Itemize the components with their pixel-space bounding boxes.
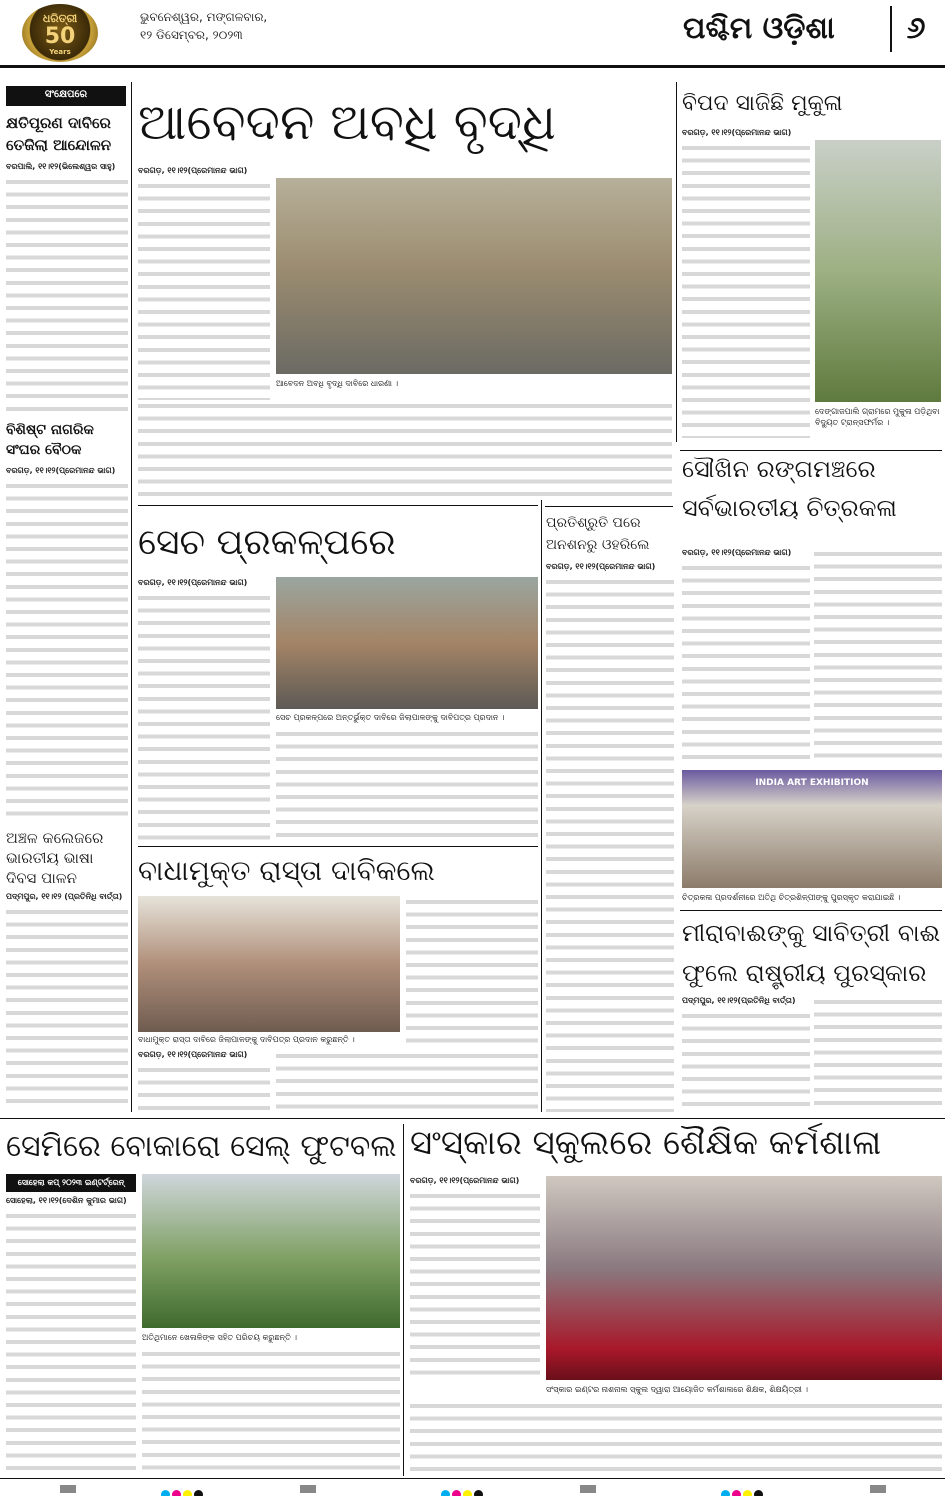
main-headline: ଆବେଦନ ଅବଧି ବୃଦ୍ଧି [138,93,556,151]
brief-headline: ଅଞ୍ଚଳ କଲେଜରେ ଭାରତୀୟ ଭାଷା ଦିବସ ପାଳନ [6,829,104,887]
football-headline: ସେମିରେ ବୋକାରୋ ସେଲ୍ ଫୁଟବଲ [6,1129,397,1164]
art-body [682,562,810,766]
brief-byline: ବରପାଲି, ୧୧।୧୨(ଭିଲେଶ୍ୱର ସାହୁ) [6,162,116,171]
dateline: ଭୁବନେଶ୍ୱର, ମଙ୍ଗଳବାର, ୧୨ ଡିସେମ୍ବର, ୨୦୨୩ [140,10,268,42]
workshop-byline: ବରଗଡ଼, ୧୧।୧୨(ପ୍ରେମାନନ୍ଦ ଭାଗ) [410,1176,520,1185]
brief-body [6,906,128,1111]
color-dots [440,1484,484,1496]
divider [138,505,538,506]
football-body [6,1210,136,1476]
workshop-headline: ସଂସ୍କାର ସ୍କୁଲରେ ଶୈକ୍ଷିକ କର୍ମଶାଳା [410,1123,882,1163]
road-body-col2 [276,1050,538,1112]
farmers-protest-photo [276,178,672,374]
art-caption: ଚିତ୍ରକଳା ପ୍ରଦର୍ଶନୀରେ ଅତିଥି ଚିତ୍ରଶିଳ୍ପୀଙ୍କୁ ପୁରସ୍କୃତ କରାଯାଇଛି । [682,893,901,902]
yellow-dot [183,1490,192,1496]
road-meeting-photo [138,896,400,1032]
art-headline: ସୌଖିନ ରଙ୍ଗମଞ୍ଚରେ [682,455,876,483]
brief-body [6,480,128,820]
main-photo-caption: ଆବେଦନ ଅବଧି ବୃଦ୍ଧି ଦାବିରେ ଧାରଣା । [276,379,399,388]
color-dots [720,1484,764,1496]
magenta-dot [172,1490,181,1496]
column-rule [676,82,677,442]
transformer-byline: ବରଗଡ଼, ୧୧।୧୨(ପ୍ରେମାନନ୍ଦ ଭାଗ) [682,128,792,137]
registration-mark [580,1485,596,1493]
irrigation-body [138,592,270,842]
brief-headline: କ୍ଷତିପୂରଣ ଦାବିରେ ତେଜିଲା ଆନ୍ଦୋଳନ [6,114,112,154]
black-dot [194,1490,203,1496]
brief-headline: ବିଶିଷ୍ଟ ନାଗରିକ ସଂଘର ବୈଠକ [6,422,94,458]
brief-body [6,176,128,414]
registration-mark [60,1485,76,1493]
art-exhibition-photo [682,770,942,888]
road-body [138,1064,270,1112]
road-body-col3 [406,896,538,1046]
award-body-col2 [814,996,942,1112]
football-tag: ସୋହେଲା କପ୍ ୨୦୨୩ ଇଣ୍ଟର୍ଟ୍ରେନ୍ [6,1174,136,1192]
football-photo [142,1174,400,1328]
workshop-group-photo [546,1176,942,1380]
football-caption: ଅତିଥିମାନେ ଖେଳାଳିଙ୍କ ସହିତ ପରିଚୟ କରୁଛନ୍ତି । [142,1333,297,1342]
transformer-body [682,142,810,438]
irrigation-byline: ବରଗଡ଼, ୧୧।୧୨(ପ୍ରେମାନନ୍ଦ ଭାଗ) [138,578,248,587]
art-headline-line2: ସର୍ବଭାରତୀୟ ଚିତ୍ରକଳା [682,494,897,522]
main-body [138,180,270,400]
registration-mark [300,1485,316,1493]
divider [680,450,942,451]
masthead [0,0,945,68]
transformer-headline: ବିପଦ ସାଜିଛି ମୁକୁଳା [682,91,843,116]
divider [680,910,942,911]
brief-tag: ସଂକ୍ଷେପରେ [6,86,126,106]
award-byline: ପଦ୍ମପୁର, ୧୧।୧୨(ପ୍ରତିନିଧି ବାର୍ତ୍ତା) [682,996,796,1005]
brief-byline: ପଦ୍ମପୁର, ୧୧।୧୨ (ପ୍ରତିନିଧି ବାର୍ତ୍ତା) [6,892,123,901]
workshop-body [410,1190,540,1378]
section-title: ପଶ୍ଚିମ ଓଡ଼ିଶା [683,11,835,46]
hunger-headline: ପ୍ରତିଶ୍ରୁତି ପରେ ଅନଶନରୁ ଓହରିଲେ [546,515,650,553]
page-number: ୬ [890,6,940,52]
main-byline: ବରଗଡ଼, ୧୧।୧୨(ପ୍ରେମାନନ୍ଦ ଭାଗ) [138,166,248,175]
divider [138,846,538,847]
art-byline: ବରଗଡ଼, ୧୧।୧୨(ପ୍ରେମାନନ୍ଦ ଭାଗ) [682,548,792,557]
award-body [682,1010,810,1112]
column-rule [541,500,542,1112]
transformer-photo [815,140,941,402]
art-body-col2 [814,548,942,766]
footer-rule [0,1478,945,1479]
road-caption: ବାଧାମୁକ୍ତ ରାସ୍ତା ଦାବିରେ ଜିଲାପାଳଙ୍କୁ ଦାବିପତ୍ର ପ୍ରଦାନ କରୁଛନ୍ତି । [138,1035,355,1044]
irrigation-protest-photo [276,577,538,709]
workshop-body-continued [410,1400,942,1476]
divider [545,506,673,507]
hunger-body [546,576,674,1112]
print-registration-strip [0,1482,945,1496]
exhibition-banner-text: INDIA ART EXHIBITION [755,778,869,788]
irrigation-body-col2 [276,728,538,842]
column-rule [131,82,132,1112]
football-byline: ସୋହେଲା, ୧୧।୧୨(ଦେଶିନ କୁମାର ଭାଗ) [6,1196,127,1205]
award-headline-line2: ଫୁଲେ ରାଷ୍ଟ୍ରୀୟ ପୁରସ୍କାର [682,959,927,987]
hunger-byline: ବରଗଡ଼, ୧୧।୧୨(ପ୍ରେମାନନ୍ଦ ଭାଗ) [546,562,656,571]
column-rule [403,1124,404,1476]
workshop-caption: ସଂସ୍କାର ଇଣ୍ଟର ନାଶନାଲ ସ୍କୁଲ ଦ୍ୱାରା ଆୟୋଜିତ କର୍ମଶାଳାରେ ଶିକ୍ଷକ, ଶିକ୍ଷୟିତ୍ରୀ । [546,1385,809,1394]
registration-mark [870,1485,886,1493]
football-body-col2 [142,1348,400,1476]
transformer-caption: ଦେଙ୍ଗାଜପାଲି ଗ୍ରାମରେ ମୁକୁଳା ପଡ଼ିଥିବା ବିଦ୍ୟୁତ ଟ୍ରାନ୍ସଫର୍ମର । [815,407,940,427]
award-headline: ମୀରାବାଈଙ୍କୁ ସାବିତ୍ରୀ ବାଈ [682,919,941,947]
brief-byline: ବରଗଡ଼, ୧୧।୧୨(ପ୍ରେମାନନ୍ଦ ଭାଗ) [6,466,116,475]
road-byline: ବରଗଡ଼, ୧୧।୧୨(ପ୍ରେମାନନ୍ଦ ଭାଗ) [138,1050,248,1059]
newspaper-logo: ଧରିତ୍ରୀ 50 Years [22,4,98,62]
irrigation-caption: ସେଚ ପ୍ରକଳ୍ପରେ ଅନ୍ତର୍ଭୁକ୍ତ ଦାବିରେ ଜିଲାପାଳଙ୍କୁ ଦାବିପତ୍ର ପ୍ରଦାନ । [276,713,505,722]
road-headline: ବାଧାମୁକ୍ତ ରାସ୍ତା ଦାବିକଲେ [138,854,435,887]
irrigation-headline: ସେଚ ପ୍ରକଳ୍ପରେ [138,522,396,563]
main-body-continued [138,400,672,498]
cyan-dot [161,1490,170,1496]
color-dots [160,1484,204,1496]
